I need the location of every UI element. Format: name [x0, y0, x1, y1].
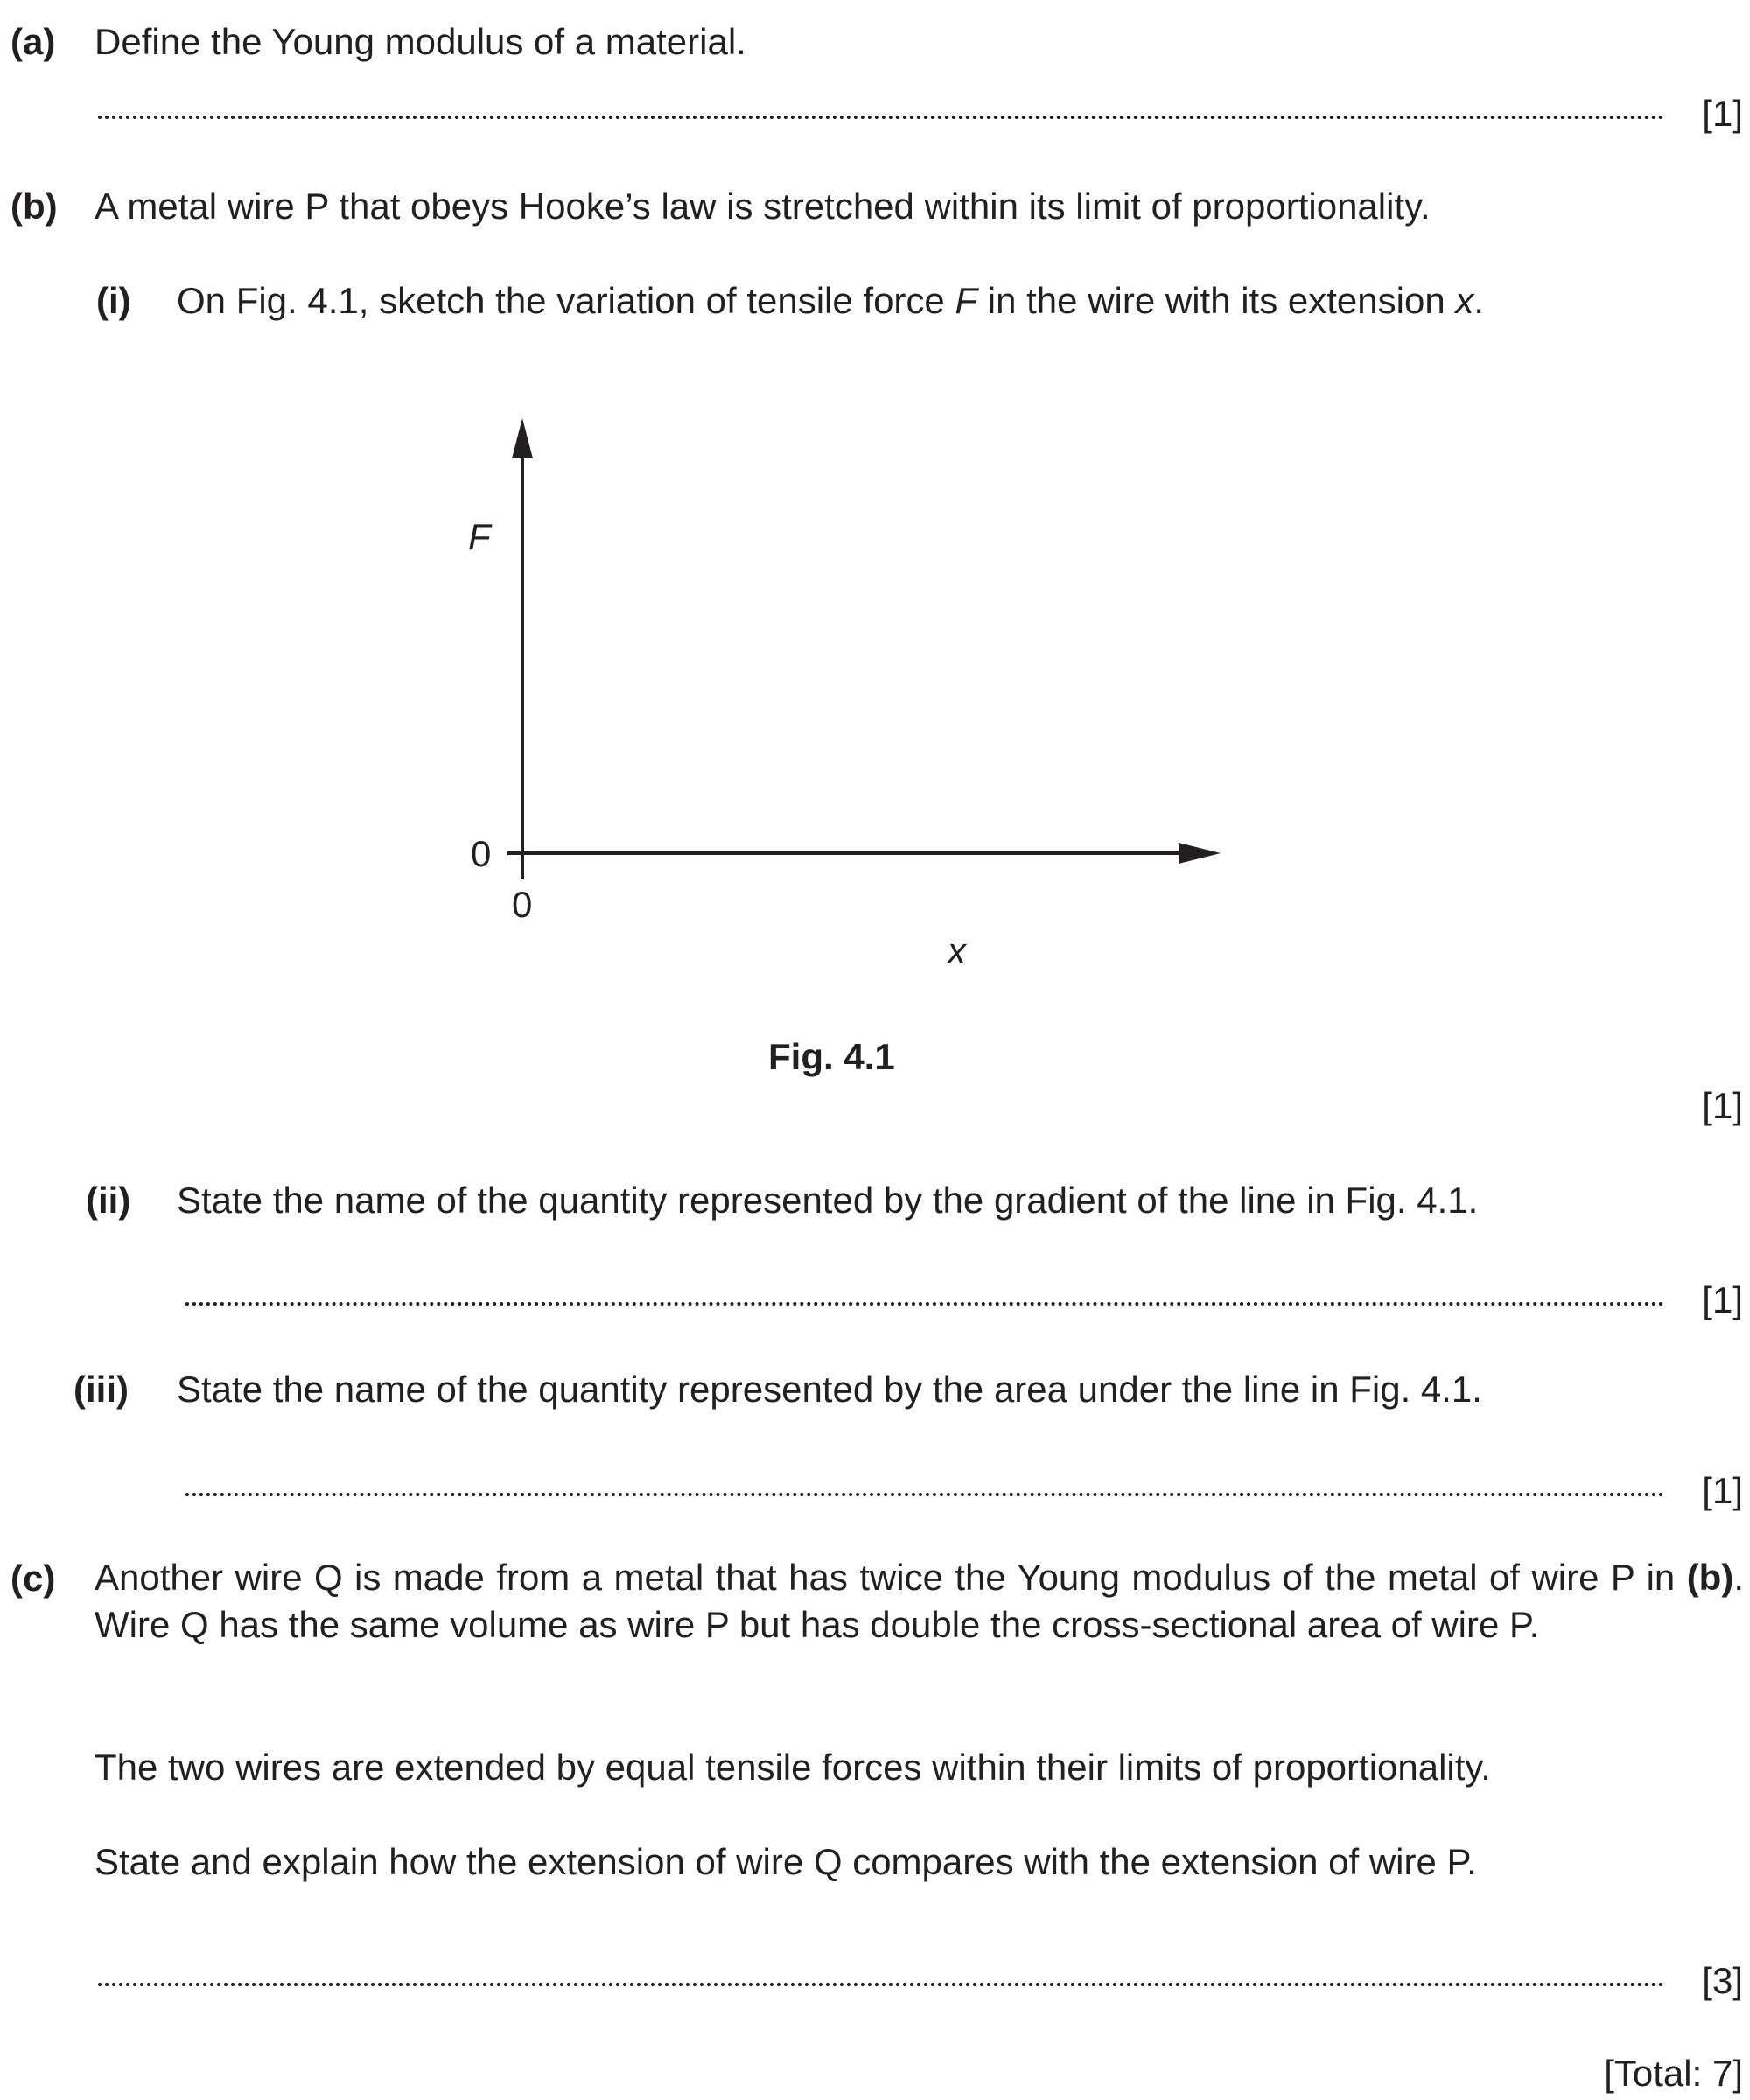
part-b-i-symbol-x: x — [1455, 280, 1474, 321]
part-c-ref-b: (b) — [1686, 1557, 1734, 1598]
part-a-label: (a) — [10, 21, 56, 62]
y-axis-label: F — [468, 516, 491, 557]
part-c-paragraph-2: The two wires are extended by equal tensile forces within their limits of proportionality. — [94, 1746, 1491, 1788]
y-axis-arrowhead — [512, 418, 533, 458]
part-c-paragraph-3: State and explain how the extension of wire Q compares with the extension of wire P. — [94, 1841, 1477, 1882]
part-c-answer-line[interactable] — [98, 1983, 1664, 1986]
part-b-i-text-3: . — [1474, 280, 1485, 321]
part-b-i-text-2: in the wire with its extension — [977, 280, 1456, 321]
part-a-question: Define the Young modulus of a material. — [94, 21, 746, 62]
part-b-i-text-1: On Fig. 4.1, sketch the variation of tensile force — [177, 280, 956, 321]
part-c-text-1: Another wire Q is made from a metal that has twice the Young modulus of the metal of wire P in — [94, 1557, 1687, 1598]
part-b-i-marks: [1] — [1702, 1085, 1743, 1126]
part-b-iii-question: State the name of the quantity represented by the area under the line in Fig. 4.1. — [177, 1368, 1482, 1410]
total-marks: [Total: 7] — [1604, 2053, 1743, 2094]
part-b-label: (b) — [10, 186, 58, 227]
part-b-ii-label: (ii) — [86, 1180, 131, 1221]
part-b-iii-answer-line[interactable] — [186, 1493, 1664, 1496]
part-c-marks: [3] — [1702, 1960, 1743, 2001]
figure-caption: Fig. 4.1 — [768, 1036, 895, 1077]
y-origin-label: 0 — [471, 833, 492, 874]
part-c-label: (c) — [10, 1558, 56, 1599]
x-origin-label: 0 — [512, 884, 533, 925]
part-b-i-label: (i) — [96, 280, 131, 321]
part-b-iii-marks: [1] — [1702, 1470, 1743, 1511]
part-b-intro: A metal wire P that obeys Hooke’s law is stretched within its limit of proportionality. — [94, 186, 1431, 227]
part-c-paragraph-1 — [94, 1554, 1744, 1648]
part-b-i-symbol-F: F — [955, 280, 978, 321]
part-b-iii-label: (iii) — [74, 1368, 129, 1410]
x-axis-label: x — [948, 930, 966, 971]
part-c-text-2: . Wire Q has the same volume as wire P but has double the cross-sectional area of wire P. — [94, 1557, 1744, 1645]
x-axis-arrowhead — [1179, 843, 1221, 864]
part-b-ii-answer-line[interactable] — [186, 1302, 1664, 1306]
part-a-marks: [1] — [1702, 93, 1743, 134]
part-b-ii-marks: [1] — [1702, 1279, 1743, 1320]
part-b-ii-question: State the name of the quantity represented by the gradient of the line in Fig. 4.1. — [177, 1180, 1479, 1221]
